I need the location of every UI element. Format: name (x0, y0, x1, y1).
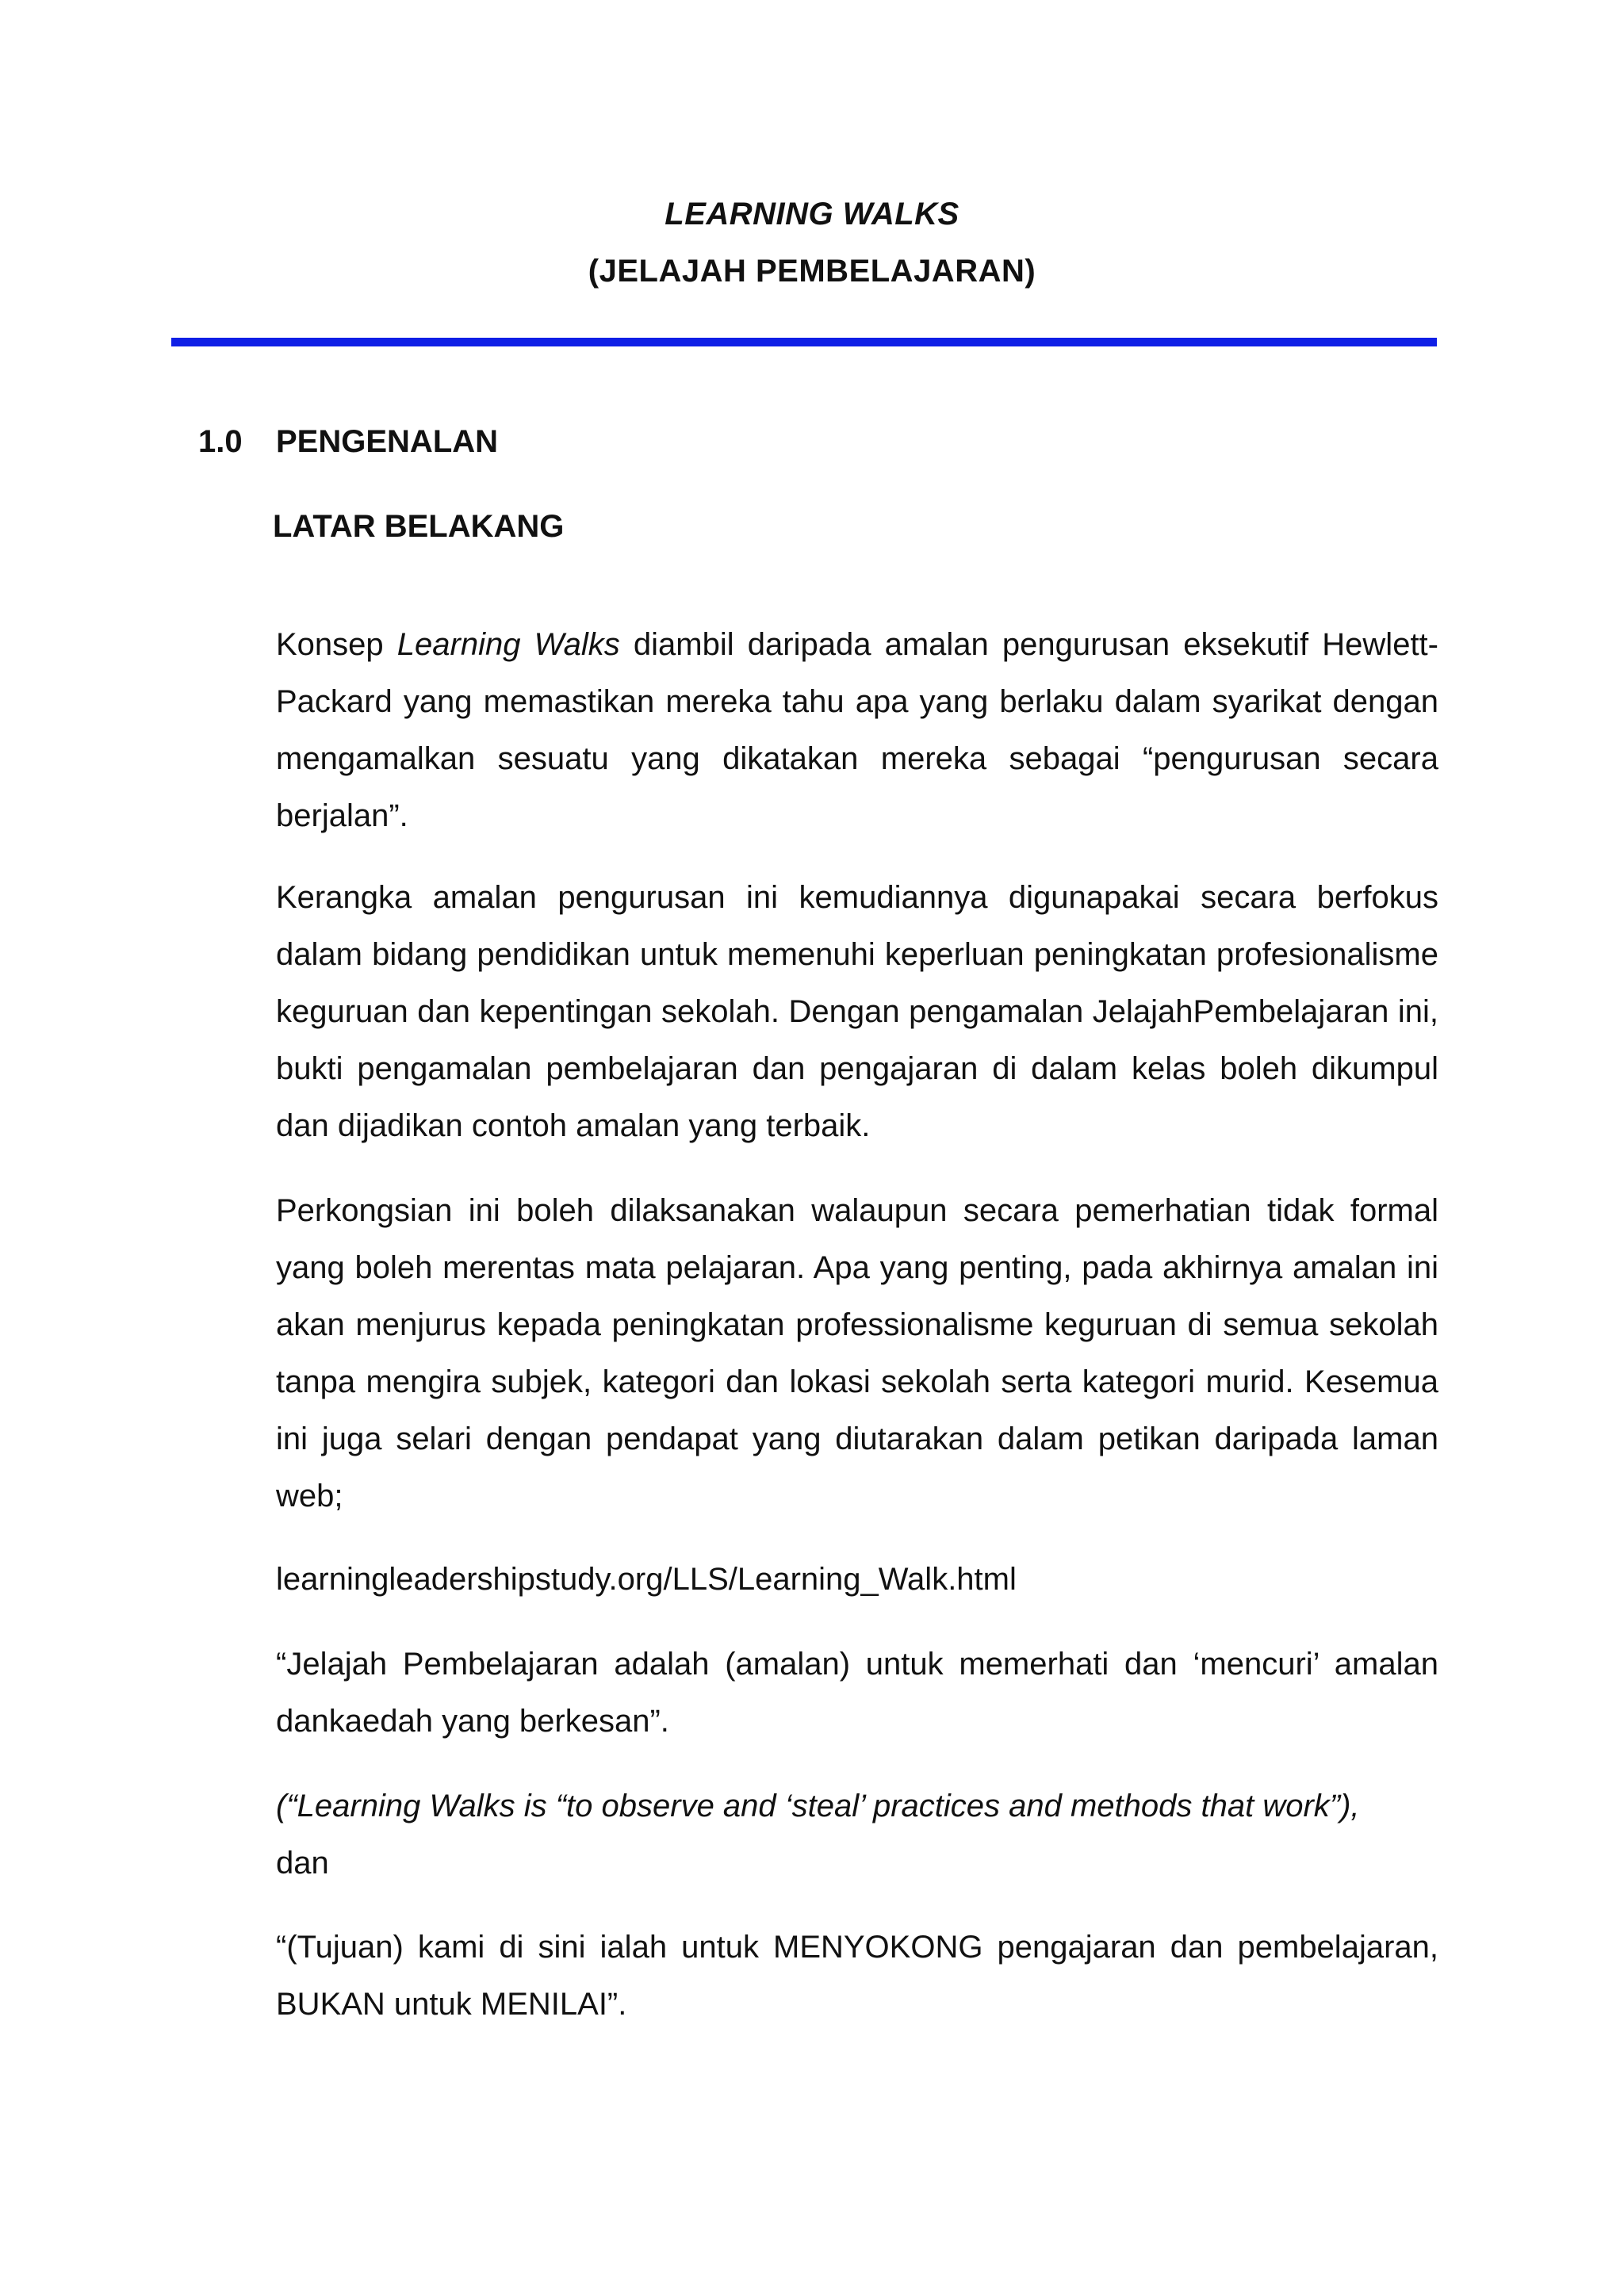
paragraph-konsep-italic-term: Learning Walks (396, 627, 620, 662)
paragraph-konsep (276, 616, 1438, 844)
quote-english (276, 1777, 1438, 1892)
title-divider-rule (171, 338, 1437, 346)
section-number: 1.0 (198, 424, 243, 459)
quote-english-italic: (“Learning Walks is “to observe and ‘steal’ practices and methods that work”), (276, 1789, 1360, 1823)
subsection-heading: LATAR BELAKANG (273, 509, 565, 544)
quote-malay: “Jelajah Pembelajaran adalah (amalan) untuk memerhati dan ‘mencuri’ amalan dankaedah yang berkesan”. (276, 1647, 1438, 1739)
quote-english-conjunction: dan (276, 1846, 329, 1881)
document-subtitle: (JELAJAH PEMBELAJARAN) (588, 254, 1036, 289)
paragraph-konsep-rest: diambil daripada amalan pengurusan eksekutif Hewlett-Packard yang memastikan mereka tahu apa yang berlaku dalam syarikat dengan mengamalkan sesuatu yang dikatakan mereka sebagai “pengurusan secara berjalan”. (276, 627, 1438, 833)
paragraph-kerangka: Kerangka amalan pengurusan ini kemudiannya digunapakai secara berfokus dalam bidang pendidikan untuk memenuhi keperluan peningkatan profesionalisme keguruan dan kepentingan sekolah. Dengan pengamalan JelajahPembelajaran ini, bukti pengamalan pembelajaran dan pengajaran di dalam kelas boleh dikumpul dan dijadikan contoh amalan yang terbaik. (276, 880, 1438, 1143)
paragraph-perkongsian: Perkongsian ini boleh dilaksanakan walaupun secara pemerhatian tidak formal yang boleh merentas mata pelajaran. Apa yang penting, pada akhirnya amalan ini akan menjurus kepada peningkatan professionalisme keguruan di semua sekolah tanpa mengira subjek, kategori dan lokasi sekolah serta kategori murid. Kesemua ini juga selari dengan pendapat yang diutarakan dalam petikan daripada laman web; (276, 1193, 1438, 1513)
document-title: LEARNING WALKS (665, 197, 959, 232)
section-title: PENGENALAN (276, 424, 499, 459)
paragraph-konsep-lead: Konsep (276, 627, 397, 662)
quote-purpose: “(Tujuan) kami di sini ialah untuk MENYOKONG pengajaran dan pembelajaran, BUKAN untuk MENILAI”. (276, 1930, 1438, 2022)
web-reference-url: learningleadershipstudy.org/LLS/Learning_Walk.html (276, 1562, 1017, 1597)
section-heading (198, 424, 498, 460)
